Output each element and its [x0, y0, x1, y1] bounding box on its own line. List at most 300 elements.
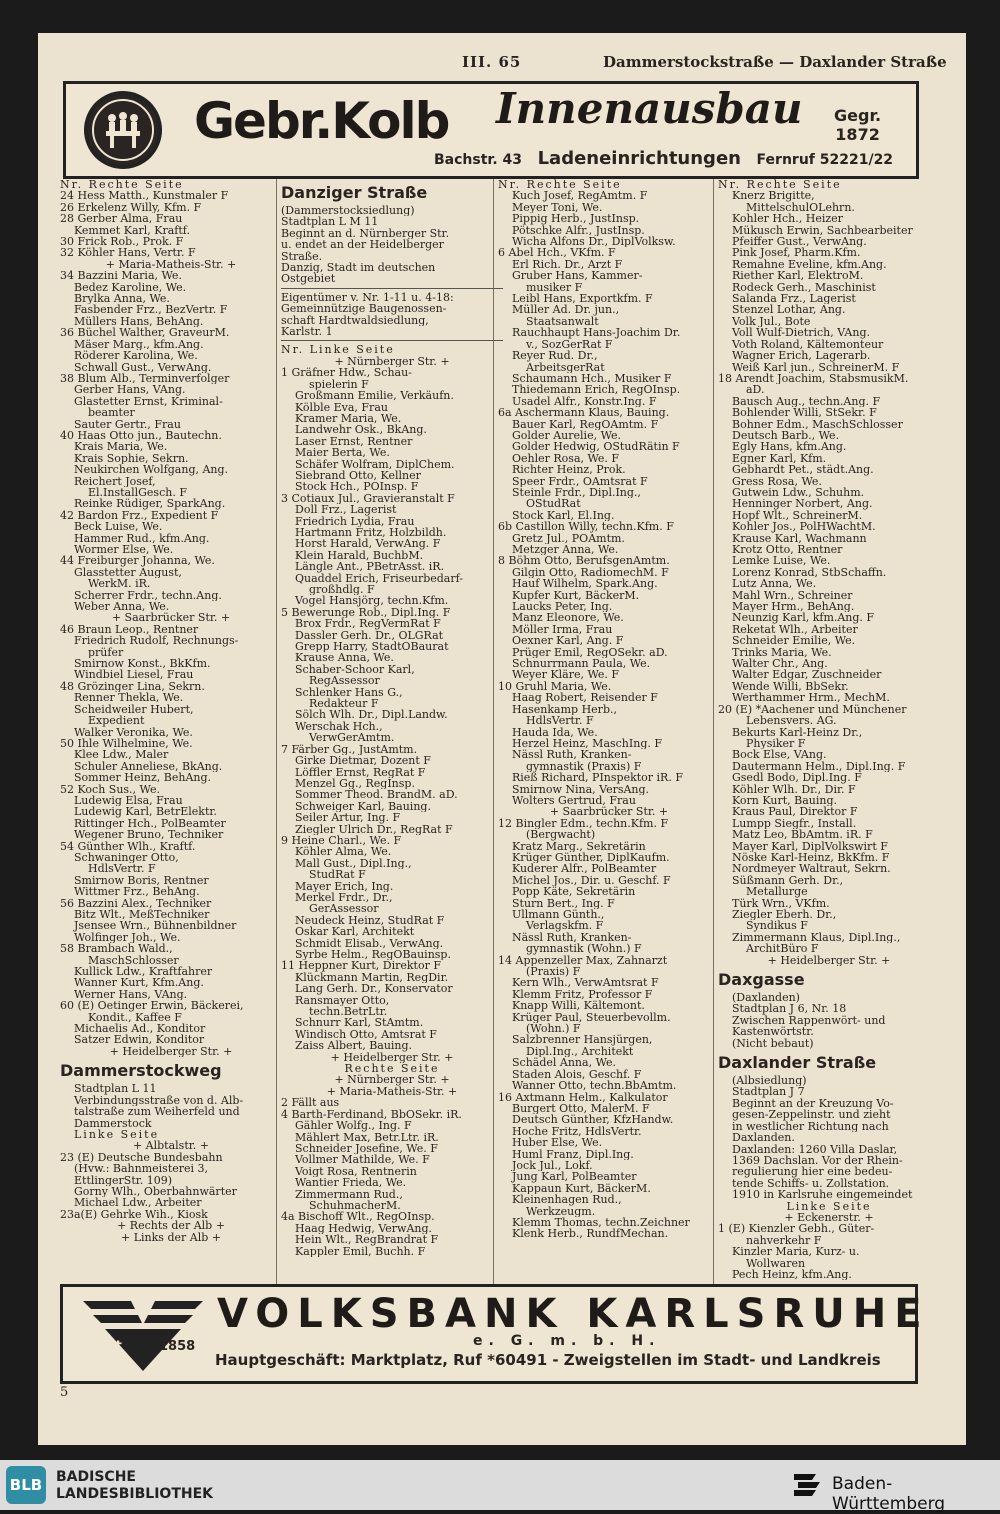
directory-entry: Prüger Emil, RegOSekr. aD. — [512, 646, 668, 659]
directory-entry: MaschSchlosser — [88, 954, 179, 967]
directory-entry: Bausch Aug., techn.Ang. F — [732, 395, 881, 408]
directory-entry: Stadtplan L 11 — [74, 1083, 157, 1095]
directory-entry: Bohlender Willi, StSekr. F — [732, 407, 877, 419]
directory-entry: 60 (E) Oetinger Erwin, Bäckerei, — [60, 1000, 244, 1012]
directory-entry: Hein Wlt., RegBrandrat F — [295, 1234, 439, 1246]
directory-entry: 24 Hess Matth., Kunstmaler F — [60, 190, 229, 202]
directory-entry: Wollwaren — [746, 1257, 806, 1269]
directory-entry: 26 Erkelenz Willy, Kfm. F — [60, 201, 202, 214]
directory-entry: Usadel Alfr., Konstr.Ing. F — [512, 395, 657, 408]
directory-entry: prüfer — [88, 646, 124, 659]
founded-text: Gegr. — [834, 106, 882, 125]
directory-entry: (Dammerstocksiedlung) — [281, 205, 415, 217]
directory-entry: Staatsanwalt — [526, 315, 599, 328]
directory-entry: Ullmann Günth., — [512, 909, 605, 921]
directory-entry: talstraße zum Weiherfeld und — [74, 1106, 240, 1118]
directory-entry: Meyer Toni, We. — [512, 201, 603, 214]
directory-column-3 — [498, 179, 720, 1240]
directory-entry: Beck Luise, We. — [74, 521, 163, 533]
directory-entry: Sauter Gertr., Frau — [74, 418, 181, 430]
directory-entry: Längle Ant., PBetrAsst. iR. — [295, 561, 445, 573]
directory-entry: gymnastik (Praxis) F — [526, 760, 642, 773]
directory-entry: Huber Else, We. — [512, 1137, 603, 1149]
library-name-line2: LANDESBIBLIOTHEK — [56, 1486, 214, 1502]
directory-entry: Kraus Paul, Direktor F — [732, 806, 858, 818]
directory-entry: Pfeiffer Gust., VerwAng. — [732, 236, 867, 248]
ad-address: Bachstr. 43 — [434, 152, 522, 168]
blb-logo-badge[interactable]: BLB — [6, 1466, 46, 1504]
directory-entry: (Praxis) F — [526, 966, 581, 978]
street-heading: Dammerstockweg — [60, 1061, 222, 1081]
directory-entry: Ziegler Ulrich Dr., RegRat F — [295, 823, 453, 835]
directory-entry: Steinle Frdr., Dipl.Ing., — [512, 486, 641, 499]
library-name-line1: BADISCHE — [56, 1469, 136, 1485]
directory-entry: Hauf Wilhelm, Spark.Ang. — [512, 578, 658, 590]
directory-entry: StudRat F — [309, 869, 366, 881]
directory-entry: Henninger Norbert, Ang. — [732, 498, 873, 510]
kolb-logo-icon — [84, 91, 162, 169]
directory-entry: Klemm Thomas, techn.Zeichner — [512, 1216, 690, 1229]
directory-entry: Remahne Eveline, kfm.Ang. — [732, 258, 887, 271]
directory-entry: Sommer Theod. BrandM. aD. — [295, 789, 458, 801]
directory-entry: Walter Edgar, Zuschneider — [732, 669, 882, 681]
directory-entry: 7 Färber Gg., JustAmtm. — [281, 743, 418, 756]
directory-entry: Kemmet Karl, Kraftf. — [74, 224, 190, 237]
cross-street: + Nürnberger Str. + — [334, 1074, 450, 1086]
directory-entry: Röderer Karolina, We. — [74, 350, 198, 362]
volksbank-name: VOLKSBANK KARLSRUHE — [217, 1291, 930, 1337]
directory-entry: gymnastik (Wohn.) F — [526, 943, 642, 955]
directory-entry: Glastetter Ernst, Kriminal- — [74, 395, 223, 408]
directory-entry: Landwehr Osk., BkAng. — [295, 424, 427, 436]
founded-label — [834, 106, 881, 144]
directory-entry: Korn Kurt, Bauing. — [732, 794, 837, 807]
directory-entry: Seiler Artur, Ing. F — [295, 812, 401, 824]
cross-street: + Maria-Matheis-Str. + — [326, 1085, 458, 1098]
directory-entry: 44 Freiburger Johanna, We. — [60, 555, 215, 567]
directory-entry: El.InstallGesch. F — [88, 486, 187, 499]
directory-entry: 50 Ihle Wilhelmine, We. — [60, 737, 193, 750]
street-heading: Danziger Straße — [281, 183, 428, 202]
directory-entry: Klenk Herb., RundfMechan. — [512, 1228, 669, 1240]
directory-entry: Bedez Karoline, We. — [74, 281, 187, 294]
directory-entry: Wagner Erich, Lagerarb. — [732, 350, 871, 362]
directory-entry: Mahl Wrn., Schreiner — [732, 589, 853, 602]
directory-entry: (Bergwacht) — [526, 829, 596, 841]
directory-entry: Sturn Bert., Ing. F — [512, 897, 615, 909]
directory-entry: Jock Jul., Lokf. — [512, 1159, 593, 1172]
directory-entry: Neudeck Heinz, StudRat F — [295, 914, 445, 927]
side-header: Rechte Seite — [344, 1063, 440, 1075]
directory-entry: spielerin F — [309, 378, 369, 391]
directory-entry: 56 Bazzini Alex., Techniker — [60, 897, 212, 909]
directory-entry: Kleinenhagen Rud., — [512, 1194, 622, 1206]
directory-entry: Physiker F — [746, 737, 806, 750]
directory-entry: Schäfer Wolfram, DiplChem. — [295, 458, 455, 470]
directory-entry: Kölble Eva, Frau — [295, 401, 388, 413]
directory-entry: 5 Bewerunge Rob., Dipl.Ing. F — [281, 606, 451, 619]
directory-entry: regulierung hier eine bedeu- — [732, 1166, 893, 1178]
cross-street: + Nürnberger Str. + — [334, 355, 450, 368]
cross-street: + Albtalstr. + — [132, 1140, 210, 1152]
directory-entry: Reyer Rud. Dr., — [512, 350, 598, 362]
directory-entry: Hasenkamp Herb., — [512, 703, 617, 716]
directory-entry: Riether Karl, ElektroM. — [732, 270, 864, 282]
page-section-number: III. 65 — [462, 53, 522, 71]
directory-entry: Kastenwörtstr. — [732, 1026, 814, 1038]
directory-entry: Kramer Maria, We. — [295, 412, 402, 425]
directory-entry: Quaddel Erich, Friseurbedarf- — [295, 572, 464, 584]
directory-entry: Trinks Maria, We. — [732, 646, 832, 659]
directory-entry: Schaumann Hch., Musiker F — [512, 372, 672, 385]
directory-entry: Oehler Rosa, We. F — [512, 452, 620, 465]
directory-entry: Nordmeyer Waltraut, Sekrn. — [732, 863, 891, 875]
side-header: Linke Seite — [74, 1128, 160, 1141]
directory-entry: 12 Bingler Edm., techn.Kfm. F — [498, 817, 669, 830]
directory-entry: Müllers Hans, BehAng. — [74, 315, 204, 328]
directory-entry: Friedrich Rudolf, Rechnungs- — [74, 635, 239, 647]
directory-entry: Golder Hedwig, OStudRätin F — [512, 441, 680, 453]
directory-entry: Haag Hedwig, VerwAng. — [295, 1222, 433, 1235]
directory-entry: Schädel Anna, We. — [512, 1057, 616, 1069]
directory-entry: 48 Grözinger Lina, Sekrn. — [60, 680, 205, 693]
directory-entry: (Hvw.: Bahnmeisterei 3, — [74, 1163, 209, 1175]
side-header: Nr. Rechte Seite — [718, 179, 842, 191]
directory-entry: Sölch Wlh. Dr., Dipl.Landw. — [295, 709, 448, 721]
directory-entry: Oexner Karl, Ang. F — [512, 635, 624, 647]
advertisement-kolb — [63, 81, 919, 179]
directory-entry: Knerz Brigitte, — [732, 190, 815, 202]
directory-entry: (Daxlanden) — [732, 992, 800, 1004]
directory-entry: Manz Eleonore, We. — [512, 612, 624, 624]
directory-entry: Herzel Heinz, MaschIng. F — [512, 737, 662, 750]
directory-entry: Hoche Fritz, HdlsVertr. — [512, 1125, 642, 1138]
directory-entry: Mükusch Erwin, Sachbearbeiter — [732, 224, 913, 237]
directory-entry: Metzger Anna, We. — [512, 544, 619, 556]
directory-entry: Zaiss Albert, Bauing. — [295, 1040, 413, 1052]
directory-entry: Stadtplan J 6, Nr. 18 — [732, 1003, 847, 1015]
directory-entry: Ransmayer Otto, — [295, 994, 390, 1007]
directory-entry: Bekurts Karl-Heinz Dr., — [732, 726, 863, 738]
directory-entry: Laucks Peter, Ing. — [512, 601, 613, 613]
directory-entry: aD. — [746, 384, 765, 396]
directory-entry: Brox Frdr., RegVermRat F — [295, 618, 441, 630]
directory-entry: Eigentümer v. Nr. 1-11 u. 4-18: — [281, 291, 454, 304]
directory-entry: Gilgin Otto, RadiomechM. F — [512, 566, 669, 579]
directory-entry: 2 Fällt aus — [281, 1097, 340, 1109]
directory-entry: Dipl.Ing., Architekt — [526, 1045, 634, 1058]
directory-entry: 1 Gräfner Hdw., Schau- — [281, 367, 412, 379]
directory-entry: 20 (E) *Aachener und Münchener — [718, 703, 907, 716]
directory-entry: Zimmermann Klaus, Dipl.Ing., — [732, 931, 901, 944]
directory-entry: Hauda Ida, We. — [512, 726, 598, 738]
directory-entry: Lang Gerh. Dr., Konservator — [295, 983, 453, 995]
directory-entry: Wicha Alfons Dr., DiplVolksw. — [512, 236, 676, 248]
directory-entry: Schwaninger Otto, — [74, 851, 179, 864]
directory-entry: Glasstetter August, — [74, 566, 182, 579]
directory-entry: Ludewig Elsa, Frau — [74, 794, 183, 807]
volksbank-founded-year: 1858 — [159, 1339, 196, 1354]
directory-entry: Leibl Hans, Exportkfm. F — [512, 293, 653, 305]
directory-entry: Bock Else, VAng. — [732, 749, 827, 761]
cross-street: + Heidelberger Str. + — [109, 1045, 233, 1058]
directory-entry: Richter Heinz, Prok. — [512, 464, 626, 476]
directory-entry: VerwGerAmtm. — [309, 732, 395, 744]
directory-entry: Möller Irma, Frau — [512, 623, 613, 636]
directory-entry: Mayer Karl, DiplVolkswirt F — [732, 840, 888, 852]
directory-entry: Krüger Günther, DiplKaufm. — [512, 851, 670, 864]
directory-entry: Volk Jul., Bote — [732, 315, 811, 328]
directory-entry: Knapp Willi, Kältemont. — [512, 1000, 645, 1012]
directory-entry: 32 Köhler Hans, Vertr. F — [60, 247, 196, 259]
directory-entry: 18 Arendt Joachim, StabsmusikM. — [718, 372, 909, 385]
directory-entry: Klückmann Martin, RegDir. — [295, 971, 449, 984]
directory-entry: HdlsVertr. F — [88, 863, 156, 875]
directory-column-2 — [281, 179, 503, 1257]
directory-entry: Siebrand Otto, Kellner — [295, 469, 421, 482]
directory-entry: Jung Karl, PolBeamter — [512, 1171, 637, 1183]
directory-entry: Stadtplan J 7 — [732, 1086, 805, 1098]
section-rule — [281, 340, 503, 341]
directory-entry: in westlicher Richtung nach — [732, 1120, 889, 1133]
directory-entry: Reichert Josef, — [74, 475, 156, 487]
directory-entry: gesen-Zeppelinstr. und zieht — [732, 1109, 891, 1121]
cross-street: + Eckenerstr. + — [784, 1211, 874, 1224]
directory-entry: Reketat Wlh., Arbeiter — [732, 623, 858, 636]
directory-entry: Schnurrmann Paula, We. — [512, 658, 651, 670]
directory-entry: Wegener Bruno, Techniker — [74, 829, 224, 841]
directory-entry: Krause Anna, We. — [295, 652, 394, 664]
library-footer — [0, 1460, 1000, 1514]
directory-entry: 6a Aschermann Klaus, Bauing. — [498, 407, 670, 419]
directory-entry: Deutsch Barb., We. — [732, 429, 840, 442]
directory-entry: 42 Bardon Frz., Expedient F — [60, 509, 219, 522]
directory-entry: schaft Hardtwaldsiedlung, — [281, 314, 429, 327]
directory-entry: Mählert Max, Betr.Ltr. iR. — [295, 1131, 439, 1143]
directory-entry: Karlstr. 1 — [281, 326, 333, 338]
directory-entry: 52 Koch Sus., We. — [60, 783, 160, 795]
directory-entry: Friedrich Lydia, Frau — [295, 515, 415, 527]
directory-entry: Huml Franz, Dipl.Ing. — [512, 1148, 634, 1160]
directory-entry: Merkel Frdr., Dr., — [295, 891, 393, 904]
directory-entry: Wanner Otto, techn.BbAmtm. — [512, 1080, 677, 1092]
directory-entry: Laser Ernst, Rentner — [295, 435, 413, 448]
directory-entry: Dassler Gerh. Dr., OLGRat — [295, 629, 444, 642]
directory-entry: Kupfer Kurt, BäckerM. — [512, 589, 640, 602]
directory-entry: Gutwein Ldw., Schuhm. — [732, 486, 865, 499]
section-rule — [281, 288, 503, 289]
directory-entry: Krüger Paul, Steuerbevollm. — [512, 1011, 671, 1024]
directory-entry: 6b Castillon Willy, techn.Kfm. F — [498, 521, 674, 533]
directory-entry: Brylka Anna, We. — [74, 293, 170, 305]
directory-entry: Kappaun Kurt, BäckerM. — [512, 1182, 651, 1195]
directory-entry: 11 Heppner Kurt, Direktor F — [281, 960, 441, 972]
directory-entry: Michel Jos., Dir. u. Geschf. F — [512, 874, 671, 887]
cross-street: + Saarbrücker Str. + — [111, 612, 231, 624]
directory-entry: Renner Thekla, We. — [74, 692, 184, 704]
directory-entry: nahverkehr F — [746, 1234, 822, 1247]
cross-street: + Saarbrücker Str. + — [549, 806, 669, 818]
street-heading: Daxlander Straße — [718, 1053, 877, 1073]
directory-entry: OStudRat — [526, 498, 581, 510]
directory-entry: Haag Robert, Reisender F — [512, 692, 658, 704]
directory-entry: Beginnt an d. Nürnberger Str. — [281, 227, 450, 240]
directory-entry: Fasbender Frz., BezVertr. F — [74, 304, 228, 316]
directory-entry: Ziegler Eberh. Dr., — [732, 909, 837, 921]
directory-entry: 28 Gerber Alma, Frau — [60, 213, 183, 225]
side-header: Nr. Linke Seite — [281, 344, 395, 356]
directory-entry: Expedient — [88, 715, 145, 727]
directory-entry: (Nicht bebaut) — [732, 1037, 814, 1050]
ad-service: Ladeneinrichtungen — [537, 148, 741, 169]
library-name[interactable] — [56, 1469, 213, 1503]
directory-entry: Syndikus F — [746, 920, 808, 932]
directory-entry: 30 Frick Rob., Prok. F — [60, 236, 184, 248]
directory-entry: 3 Cotiaux Jul., Gravieranstalt F — [281, 492, 455, 505]
directory-entry: Pötschke Alfr., JustInsp. — [512, 224, 645, 237]
directory-entry: Pippig Herb., JustInsp. — [512, 213, 640, 225]
directory-entry: 9 Heine Charl., We. F — [281, 834, 402, 847]
directory-entry: Doll Frz., Lagerist — [295, 504, 397, 516]
directory-entry: WerkM. iR. — [88, 578, 151, 590]
directory-entry: 1910 in Karlsruhe eingemeindet — [732, 1189, 913, 1201]
directory-entry: Smirnow Boris, Rentner — [74, 874, 209, 887]
directory-entry: Bohner Edm., MaschSchlosser — [732, 418, 903, 430]
directory-entry: Löffler Ernst, RegRat F — [295, 766, 426, 778]
directory-entry: Neunzig Karl, kfm.Ang. F — [732, 612, 875, 624]
directory-entry: Mall Gust., Dipl.Ing., — [295, 857, 412, 870]
directory-entry: Oskar Karl, Architekt — [295, 926, 415, 938]
directory-entry: Voigt Rosa, Rentnerin — [295, 1165, 417, 1178]
directory-entry: Salzbrenner Hansjürgen, — [512, 1034, 653, 1046]
directory-entry: 4 Barth-Ferdinand, BbOSekr. iR. — [281, 1108, 462, 1121]
directory-entry: Smirnow Nina, VersAng. — [512, 783, 650, 795]
directory-entry: Kullick Ldw., Kraftfahrer — [74, 966, 213, 978]
directory-entry: Gebhardt Pet., städt.Ang. — [732, 464, 874, 476]
directory-entry: Ludewig Karl, BetrElektr. — [74, 806, 217, 818]
directory-entry: Dammerstock — [74, 1117, 152, 1129]
directory-entry: Smirnow Konst., BkKfm. — [74, 658, 211, 670]
directory-entry: 54 Günther Wlh., Kraftf. — [60, 840, 196, 852]
volksbank-since-label: Seit — [93, 1339, 122, 1354]
directory-entry: Wormer Else, We. — [74, 544, 174, 556]
directory-entry: Erl Rich. Dr., Arzt F — [512, 258, 623, 271]
directory-entry: Gorny Wlh., Oberbahnwärter — [74, 1185, 237, 1198]
directory-entry: Klemm Fritz, Professor F — [512, 988, 653, 1001]
directory-entry: Mäser Marg., kfm.Ang. — [74, 338, 204, 351]
advertisement-volksbank — [60, 1284, 930, 1384]
directory-entry: Pech Heinz, kfm.Ang. — [732, 1268, 852, 1281]
directory-entry: Klein Harald, BuchbM. — [295, 549, 424, 562]
directory-entry: (Wohn.) F — [526, 1023, 581, 1035]
ad-contact-line — [434, 148, 903, 169]
cross-street: + Heidelberger Str. + — [330, 1051, 454, 1064]
directory-entry: 1369 Dachslan. Vor der Rhein- — [732, 1154, 903, 1167]
directory-entry: Schneider Emilie, We. — [732, 635, 856, 647]
directory-entry: Metallurge — [746, 886, 808, 898]
directory-entry: SchuhmacherM. — [309, 1199, 401, 1212]
directory-column-1 — [60, 179, 282, 1243]
street-heading: Daxgasse — [718, 970, 805, 990]
side-header: Nr. Rechte Seite — [60, 179, 184, 191]
directory-entry: Speer Frdr., OAmtsrat F — [512, 475, 648, 487]
directory-entry: Lutz Anna, We. — [732, 578, 817, 590]
directory-entry: Wittmer Frz., BehAng. — [74, 886, 200, 898]
directory-entry: 6 Abel Hch., VKfm. F — [498, 247, 616, 259]
directory-entry: Maier Berta, We. — [295, 447, 390, 459]
directory-entry: Wanner Kurt, Kfm.Ang. — [74, 977, 204, 989]
directory-entry: 8 Böhm Otto, BerufsgenAmtm. — [498, 555, 670, 567]
directory-entry: Michael Ldw., Arbeiter — [74, 1197, 202, 1209]
directory-entry: Klee Ldw., Maler — [74, 749, 169, 761]
directory-entry: Hopf Wlt., SchreinerM. — [732, 509, 863, 522]
directory-entry: Kuch Josef, RegAmtm. F — [512, 190, 648, 202]
cross-street: + Heidelberger Str. + — [767, 954, 891, 967]
ad-phone: Fernruf 52221/22 — [756, 152, 894, 168]
volksbank-legal-form: e. G. m. b. H. — [473, 1333, 661, 1349]
directory-entry: Danzig, Stadt im deutschen — [281, 262, 436, 274]
directory-entry: Gretz Jul., POAmtm. — [512, 532, 625, 544]
directory-column-4 — [718, 179, 940, 1280]
directory-entry: Kern Wlh., VerwAmtsrat F — [512, 977, 659, 989]
directory-entry: Kuderer Alfr., PolBeamter — [512, 863, 657, 875]
directory-entry: Scherrer Frdr., techn.Ang. — [74, 589, 222, 602]
directory-entry: 38 Blum Alb., Terminverfolger — [60, 372, 230, 385]
directory-entry: Daxlanden. — [732, 1132, 795, 1144]
directory-entry: 40 Haas Otto jun., Bautechn. — [60, 429, 222, 442]
directory-entry: Hartmann Fritz, Holzbildh. — [295, 526, 447, 539]
directory-entry: Lorenz Konrad, StbSchaffn. — [732, 566, 887, 579]
directory-entry: EttlingerStr. 109) — [74, 1174, 173, 1186]
directory-page — [38, 33, 966, 1445]
directory-entry: Popp Käte, Sekretärin — [512, 886, 636, 898]
founded-year: 1872 — [835, 125, 880, 144]
directory-entry: Nöske Karl-Heinz, BkKfm. F — [732, 851, 890, 864]
directory-entry: 36 Büchel Walther, GraveurM. — [60, 327, 230, 339]
directory-entry: MittelschulOLehrn. — [746, 201, 855, 214]
directory-entry: Wolfinger Joh., We. — [74, 931, 181, 944]
directory-entry: musiker F — [526, 281, 583, 294]
directory-entry: Werner Hans, VAng. — [74, 988, 188, 1001]
directory-entry: Schneider Josefine, We. F — [295, 1142, 438, 1155]
directory-entry: Gress Rosa, We. — [732, 475, 822, 487]
directory-entry: HdlsVertr. F — [526, 715, 594, 727]
directory-entry: Reinke Rüdiger, SparkAng. — [74, 498, 226, 510]
directory-entry: Jsensee Wrn., Bühnenbildner — [74, 920, 237, 932]
directory-entry: Verbindungsstraße von d. Alb- — [74, 1094, 244, 1107]
directory-entry: Mayer Hrm., BehAng. — [732, 601, 855, 613]
directory-entry: Satzer Edwin, Konditor — [74, 1034, 205, 1046]
directory-entry: Kohler Hch., Heizer — [732, 213, 843, 225]
directory-entry: Sommer Heinz, BehAng. — [74, 772, 212, 784]
lions-crest-icon — [790, 1468, 826, 1502]
directory-entry: Dautermann Helm., Dipl.Ing. F — [732, 760, 906, 773]
directory-entry: ArbeitsgerRat — [526, 361, 605, 373]
directory-entry: Horst Harald, VerwAng. F — [295, 538, 441, 550]
running-header-streets: Dammerstockstraße — Daxlander Straße — [603, 53, 947, 71]
directory-entry: Stadtplan L M 11 — [281, 216, 379, 228]
directory-entry: Matz Leo, BbAmtm. iR. F — [732, 829, 873, 841]
side-header: Nr. Rechte Seite — [498, 179, 622, 191]
state-brand[interactable]: Baden-Württemberg — [832, 1474, 946, 1514]
directory-entry: Mayer Erich, Ing. — [295, 880, 394, 892]
directory-entry: Nässl Ruth, Kranken- — [512, 749, 632, 761]
directory-entry: Neukirchen Wolfgang, Ang. — [74, 464, 229, 476]
directory-entry: Stenzel Lothar, Ang. — [732, 304, 846, 316]
directory-entry: Kondit., Kaffee F — [88, 1011, 182, 1024]
directory-entry: Gruber Hans, Kammer- — [512, 270, 643, 282]
directory-entry: Lemke Luise, We. — [732, 555, 831, 567]
